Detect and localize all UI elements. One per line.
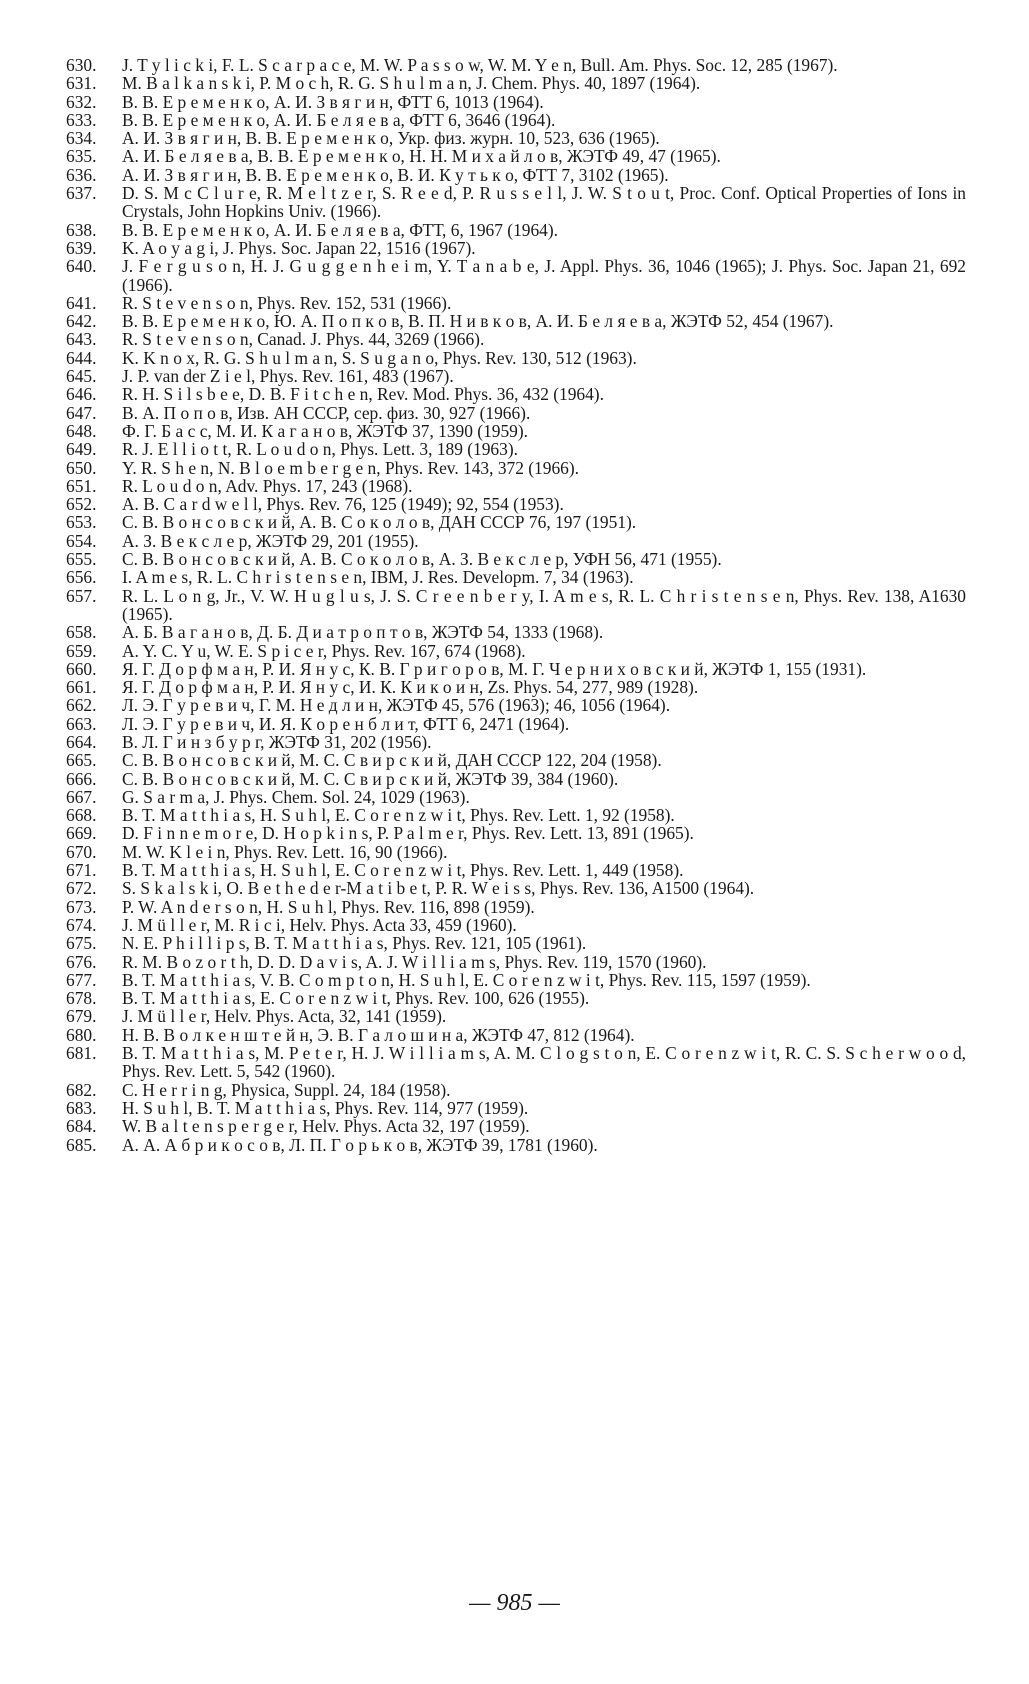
reference-number: 649. bbox=[66, 439, 97, 460]
page-number: — 985 — bbox=[469, 1590, 560, 1616]
reference-text: С. В. В о н с о в с к и й, М. С. С в и р с к и й, ДАН СССР 122, 204 (1958). bbox=[122, 750, 662, 771]
reference-text: Y. R. S h e n, N. B l o e m b e r g e n, Phys. Rev. 143, 372 (1966). bbox=[122, 457, 579, 478]
reference-number: 647. bbox=[66, 402, 97, 423]
reference-text: M. W. K l e i n, Phys. Rev. Lett. 16, 90 (1966). bbox=[122, 841, 448, 862]
reference-number: 658. bbox=[66, 622, 97, 643]
reference-text: А. И. З в я г и н, В. В. Е р е м е н к о, В. И. К у т ь к о, ФТТ 7, 3102 (1965). bbox=[122, 164, 669, 185]
reference-text: В. А. П о п о в, Изв. АН СССР, сер. физ. 30, 927 (1966). bbox=[122, 402, 531, 423]
reference-number: 684. bbox=[66, 1116, 97, 1137]
reference-entry bbox=[66, 1007, 966, 1025]
reference-entry bbox=[66, 93, 966, 111]
reference-number: 655. bbox=[66, 549, 97, 570]
reference-entry bbox=[66, 1081, 966, 1099]
reference-text: В. В. Е р е м е н к о, А. И. З в я г и н, ФТТ 6, 1013 (1964). bbox=[122, 91, 544, 112]
reference-entry bbox=[66, 1117, 966, 1135]
reference-number: 634. bbox=[66, 128, 97, 149]
reference-text: Я. Г. Д о р ф м а н, Р. И. Я н у с, И. К. К и к о и н, Zs. Phys. 54, 277, 989 (1928). bbox=[122, 677, 699, 698]
reference-text: J. T y l i c k i, F. L. S c a r p a c e, M. W. P a s s o w, W. M. Y e n, Bull. Am. Phys. Soc. 12, 285 (1967). bbox=[122, 55, 838, 75]
reference-number: 630. bbox=[66, 55, 97, 75]
reference-entry bbox=[66, 733, 966, 751]
reference-entry bbox=[66, 861, 966, 879]
reference-number: 679. bbox=[66, 1006, 97, 1027]
reference-entry bbox=[66, 1099, 966, 1117]
reference-entry bbox=[66, 916, 966, 934]
reference-entry bbox=[66, 477, 966, 495]
reference-entry bbox=[66, 770, 966, 788]
reference-entry bbox=[66, 806, 966, 824]
reference-number: 669. bbox=[66, 823, 97, 844]
reference-number: 675. bbox=[66, 933, 97, 954]
reference-entry bbox=[66, 660, 966, 678]
reference-number: 668. bbox=[66, 805, 97, 826]
reference-entry bbox=[66, 147, 966, 165]
reference-number: 671. bbox=[66, 860, 97, 881]
reference-number: 659. bbox=[66, 640, 97, 661]
reference-entry bbox=[66, 678, 966, 696]
reference-text: J. F e r g u s o n, H. J. G u g g e n h e i m, Y. T a n a b e, J. Appl. Phys. 36, 1046 (1965); J. Phys. Soc. Japan 21, 692 (1966). bbox=[122, 256, 966, 295]
reference-number: 683. bbox=[66, 1097, 97, 1118]
reference-text: В. В. Е р е м е н к о, А. И. Б е л я е в а, ФТТ 6, 3646 (1964). bbox=[122, 109, 556, 130]
reference-text: N. E. P h i l l i p s, B. T. M a t t h i a s, Phys. Rev. 121, 105 (1961). bbox=[122, 933, 587, 954]
reference-entry bbox=[66, 221, 966, 239]
reference-number: 665. bbox=[66, 750, 97, 771]
reference-text: W. B a l t e n s p e r g e r, Helv. Phys. Acta 32, 197 (1959). bbox=[122, 1116, 530, 1137]
reference-entry bbox=[66, 934, 966, 952]
reference-number: 639. bbox=[66, 237, 97, 258]
reference-number: 646. bbox=[66, 384, 97, 405]
reference-text: A. B. C a r d w e l l, Phys. Rev. 76, 125 (1949); 92, 554 (1953). bbox=[122, 494, 564, 515]
reference-text: R. H. S i l s b e e, D. B. F i t c h e n, Rev. Mod. Phys. 36, 432 (1964). bbox=[122, 384, 604, 405]
reference-number: 632. bbox=[66, 91, 97, 112]
reference-number: 660. bbox=[66, 658, 97, 679]
reference-entry bbox=[66, 367, 966, 385]
reference-number: 680. bbox=[66, 1024, 97, 1045]
reference-number: 677. bbox=[66, 969, 97, 990]
reference-number: 644. bbox=[66, 347, 97, 368]
reference-number: 641. bbox=[66, 292, 97, 313]
reference-number: 656. bbox=[66, 567, 97, 588]
reference-entry bbox=[66, 330, 966, 348]
reference-number: 645. bbox=[66, 366, 97, 387]
reference-number: 651. bbox=[66, 475, 97, 496]
reference-text: С. В. В о н с о в с к и й, М. С. С в и р с к и й, ЖЭТФ 39, 384 (1960). bbox=[122, 768, 619, 789]
reference-number: 662. bbox=[66, 695, 97, 716]
reference-text: H. S u h l, B. T. M a t t h i a s, Phys. Rev. 114, 977 (1959). bbox=[122, 1097, 529, 1118]
reference-number: 674. bbox=[66, 914, 97, 935]
reference-text: С. В. В о н с о в с к и й, А. В. С о к о л о в, А. З. В е к с л е р, УФН 56, 471 (1955). bbox=[122, 549, 722, 570]
reference-entry bbox=[66, 495, 966, 513]
reference-entry bbox=[66, 513, 966, 531]
reference-entry bbox=[66, 715, 966, 733]
reference-text: С. В. В о н с о в с к и й, А. В. С о к о л о в, ДАН СССР 76, 197 (1951). bbox=[122, 512, 637, 533]
reference-text: Л. Э. Г у р е в и ч, Г. М. Н е д л и н, ЖЭТФ 45, 576 (1963); 46, 1056 (1964). bbox=[122, 695, 671, 716]
reference-text: C. H e r r i n g, Physica, Suppl. 24, 184 (1958). bbox=[122, 1079, 451, 1100]
reference-text: J. M ü l l e r, M. R i c i, Helv. Phys. Acta 33, 459 (1960). bbox=[122, 914, 517, 935]
reference-text: R. S t e v e n s o n, Phys. Rev. 152, 531 (1966). bbox=[122, 292, 452, 313]
reference-number: 667. bbox=[66, 786, 97, 807]
reference-entry bbox=[66, 696, 966, 714]
reference-number: 663. bbox=[66, 713, 97, 734]
reference-entry bbox=[66, 349, 966, 367]
reference-number: 682. bbox=[66, 1079, 97, 1100]
reference-number: 650. bbox=[66, 457, 97, 478]
reference-entry bbox=[66, 294, 966, 312]
reference-entry bbox=[66, 1136, 966, 1154]
reference-entry bbox=[66, 879, 966, 897]
reference-number: 676. bbox=[66, 951, 97, 972]
reference-entry bbox=[66, 1026, 966, 1044]
reference-list bbox=[66, 56, 966, 1154]
reference-entry bbox=[66, 257, 966, 294]
reference-number: 664. bbox=[66, 731, 97, 752]
reference-entry bbox=[66, 550, 966, 568]
reference-text: B. T. M a t t h i a s, M. P e t e r, H. J. W i l l i a m s, A. M. C l o g s t o n, E. C o r e n z w i t, R. C. S. S c h e r w o o d, Phys. Rev. Lett. 5, 542 (1960). bbox=[122, 1043, 966, 1082]
reference-number: 637. bbox=[66, 183, 97, 204]
reference-text: А. Б. В а г а н о в, Д. Б. Д и а т р о п т о в, ЖЭТФ 54, 1333 (1968). bbox=[122, 622, 604, 643]
reference-text: B. T. M a t t h i a s, H. S u h l, E. C o r e n z w i t, Phys. Rev. Lett. 1, 92 (1958). bbox=[122, 805, 675, 826]
reference-number: 654. bbox=[66, 530, 97, 551]
reference-entry bbox=[66, 642, 966, 660]
reference-entry bbox=[66, 568, 966, 586]
reference-text: R. L. L o n g, Jr., V. W. H u g l u s, J. S. C r e e n b e r y, I. A m e s, R. L. C h r i s t e n s e n, Phys. Rev. 138, A1630 (1965). bbox=[122, 585, 966, 624]
reference-number: 638. bbox=[66, 219, 97, 240]
reference-entry bbox=[66, 184, 966, 221]
reference-text: Ф. Г. Б а с с, М. И. К а г а н о в, ЖЭТФ 37, 1390 (1959). bbox=[122, 420, 528, 441]
reference-text: В. В. Е р е м е н к о, А. И. Б е л я е в а, ФТТ, 6, 1967 (1964). bbox=[122, 219, 558, 240]
reference-entry bbox=[66, 843, 966, 861]
reference-text: R. L o u d o n, Adv. Phys. 17, 243 (1968). bbox=[122, 475, 413, 496]
reference-entry bbox=[66, 459, 966, 477]
reference-text: M. B a l k a n s k i, P. M o c h, R. G. S h u l m a n, J. Chem. Phys. 40, 1897 (1964). bbox=[122, 73, 701, 94]
reference-number: 636. bbox=[66, 164, 97, 185]
reference-text: B. T. M a t t h i a s, H. S u h l, E. C o r e n z w i t, Phys. Rev. Lett. 1, 449 (1958). bbox=[122, 860, 684, 881]
reference-entry bbox=[66, 404, 966, 422]
reference-entry bbox=[66, 385, 966, 403]
reference-text: Я. Г. Д о р ф м а н, Р. И. Я н у с, К. В. Г р и г о р о в, М. Г. Ч е р н и х о в с к и й, ЖЭТФ 1, 155 (1931). bbox=[122, 658, 867, 679]
reference-text: D. F i n n e m o r e, D. H o p k i n s, P. P a l m e r, Phys. Rev. Lett. 13, 891 (1965). bbox=[122, 823, 694, 844]
reference-text: А. И. З в я г и н, В. В. Е р е м е н к о, Укр. физ. журн. 10, 523, 636 (1965). bbox=[122, 128, 660, 149]
reference-text: А. И. Б е л я е в а, В. В. Е р е м е н к о, Н. Н. М и х а й л о в, ЖЭТФ 49, 47 (1965). bbox=[122, 146, 721, 167]
reference-text: R. J. E l l i o t t, R. L o u d o n, Phys. Lett. 3, 189 (1963). bbox=[122, 439, 518, 460]
reference-entry bbox=[66, 788, 966, 806]
reference-text: B. T. M a t t h i a s, E. C o r e n z w i t, Phys. Rev. 100, 626 (1955). bbox=[122, 988, 590, 1009]
reference-text: A. Y. C. Y u, W. E. S p i c e r, Phys. Rev. 167, 674 (1968). bbox=[122, 640, 526, 661]
reference-text: R. M. B o z o r t h, D. D. D a v i s, A. J. W i l l i a m s, Phys. Rev. 119, 1570 (1960). bbox=[122, 951, 707, 972]
reference-text: K. K n o x, R. G. S h u l m a n, S. S u g a n o, Phys. Rev. 130, 512 (1963). bbox=[122, 347, 637, 368]
reference-text: В. В. Е р е м е н к о, Ю. А. П о п к о в, В. П. Н и в к о в, А. И. Б е л я е в а, ЖЭТФ 52, 454 (1967). bbox=[122, 311, 834, 332]
reference-number: 666. bbox=[66, 768, 97, 789]
reference-text: В. Л. Г и н з б у р г, ЖЭТФ 31, 202 (1956). bbox=[122, 731, 432, 752]
reference-text: R. S t e v e n s o n, Canad. J. Phys. 44, 3269 (1966). bbox=[122, 329, 485, 350]
reference-text: А. А. А б р и к о с о в, Л. П. Г о р ь к о в, ЖЭТФ 39, 1781 (1960). bbox=[122, 1134, 598, 1155]
reference-text: J. P. van der Z i e l, Phys. Rev. 161, 483 (1967). bbox=[122, 366, 454, 387]
reference-number: 681. bbox=[66, 1043, 97, 1064]
reference-number: 653. bbox=[66, 512, 97, 533]
reference-text: P. W. A n d e r s o n, H. S u h l, Phys. Rev. 116, 898 (1959). bbox=[122, 896, 535, 917]
reference-text: K. A o y a g i, J. Phys. Soc. Japan 22, 1516 (1967). bbox=[122, 237, 476, 258]
reference-entry bbox=[66, 623, 966, 641]
reference-number: 643. bbox=[66, 329, 97, 350]
reference-text: S. S k a l s k i, O. B e t h e d e r-M a t i b e t, P. R. W e i s s, Phys. Rev. 136, A1500 (1964). bbox=[122, 878, 755, 899]
reference-number: 652. bbox=[66, 494, 97, 515]
reference-number: 631. bbox=[66, 73, 97, 94]
reference-entry bbox=[66, 989, 966, 1007]
reference-entry bbox=[66, 751, 966, 769]
reference-text: Л. Э. Г у р е в и ч, И. Я. К о р е н б л и т, ФТТ 6, 2471 (1964). bbox=[122, 713, 570, 734]
reference-entry bbox=[66, 532, 966, 550]
reference-number: 661. bbox=[66, 677, 97, 698]
reference-number: 633. bbox=[66, 109, 97, 130]
reference-number: 657. bbox=[66, 585, 97, 606]
reference-number: 678. bbox=[66, 988, 97, 1009]
reference-number: 648. bbox=[66, 420, 97, 441]
reference-entry bbox=[66, 166, 966, 184]
reference-entry bbox=[66, 422, 966, 440]
reference-entry bbox=[66, 898, 966, 916]
reference-text: G. S a r m a, J. Phys. Chem. Sol. 24, 1029 (1963). bbox=[122, 786, 470, 807]
reference-number: 642. bbox=[66, 311, 97, 332]
reference-text: B. T. M a t t h i a s, V. B. C o m p t o n, H. S u h l, E. C o r e n z w i t, Phys. Rev. 115, 1597 (1959). bbox=[122, 969, 811, 990]
reference-text: Н. В. В о л к е н ш т е й н, Э. В. Г а л о ш и н а, ЖЭТФ 47, 812 (1964). bbox=[122, 1024, 635, 1045]
reference-number: 670. bbox=[66, 841, 97, 862]
reference-text: А. З. В е к с л е р, ЖЭТФ 29, 201 (1955). bbox=[122, 530, 419, 551]
reference-number: 685. bbox=[66, 1134, 97, 1155]
reference-entry bbox=[66, 111, 966, 129]
reference-text: I. A m e s, R. L. C h r i s t e n s e n, IBM, J. Res. Developm. 7, 34 (1963). bbox=[122, 567, 634, 588]
reference-number: 635. bbox=[66, 146, 97, 167]
reference-text: D. S. M c C l u r e, R. M e l t z e r, S. R e e d, P. R u s s e l l, J. W. S t o u t, Proc. Conf. Optical Properties of Ions in Crystals, John Hopkins Univ. (1966). bbox=[122, 183, 966, 222]
reference-number: 672. bbox=[66, 878, 97, 899]
reference-number: 673. bbox=[66, 896, 97, 917]
reference-entry bbox=[66, 587, 966, 624]
reference-entry bbox=[66, 239, 966, 257]
reference-entry bbox=[66, 129, 966, 147]
reference-entry bbox=[66, 56, 966, 74]
reference-entry bbox=[66, 312, 966, 330]
reference-entry bbox=[66, 74, 966, 92]
reference-text: J. M ü l l e r, Helv. Phys. Acta, 32, 141 (1959). bbox=[122, 1006, 447, 1027]
reference-entry bbox=[66, 971, 966, 989]
reference-entry bbox=[66, 953, 966, 971]
reference-entry bbox=[66, 824, 966, 842]
reference-entry bbox=[66, 440, 966, 458]
reference-number: 640. bbox=[66, 256, 97, 277]
reference-entry bbox=[66, 1044, 966, 1081]
